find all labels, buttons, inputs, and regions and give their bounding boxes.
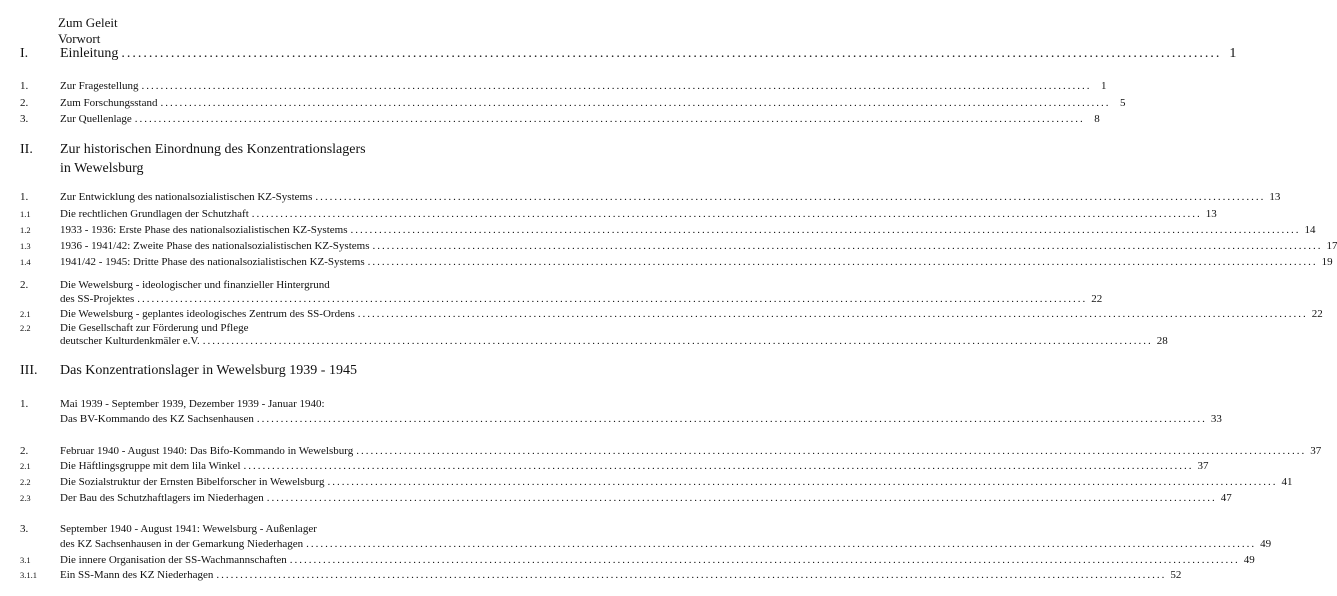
toc-number: 2.1 [20, 461, 31, 471]
toc-page-number: 33 [1210, 413, 1222, 425]
toc-page-number: 1 [1101, 80, 1107, 92]
toc-number: 1. [20, 398, 29, 410]
toc-number: 2.1 [20, 309, 31, 319]
toc-body [60, 335, 1168, 348]
toc-page-number: 13 [1269, 191, 1281, 203]
toc-title: Zum Forschungsstand [60, 97, 158, 109]
toc-page-number: 22 [1091, 293, 1103, 305]
toc-number: 2. [20, 445, 29, 457]
toc-title: Die Sozialstruktur der Ernsten Bibelforscher in Wewelsburg [60, 476, 325, 488]
toc-body [60, 569, 1182, 582]
toc-number: 3.1.1 [20, 570, 37, 580]
toc-page-number: 41 [1281, 476, 1293, 488]
toc-page-number: 19 [1321, 256, 1333, 268]
toc-leader-dots: ........................................................................................................................................................................................................ [306, 538, 1257, 550]
toc-leader-dots: ........................................................................................................................................................................................................ [216, 569, 1167, 581]
toc-leader-dots: ........................................................................................................................................................................................................ [367, 256, 1318, 268]
toc-number: 2. [20, 279, 29, 291]
front-matter-vorwort: Vorwort [58, 31, 101, 46]
toc-title: Die Wewelsburg - ideologischer und finanzieller Hintergrund [60, 279, 330, 291]
toc-page-number: 8 [1094, 113, 1100, 125]
toc-number: 1.4 [20, 257, 31, 267]
toc-number: 2.2 [20, 323, 31, 333]
toc-title: Die Wewelsburg - geplantes ideologisches Zentrum des SS-Ordens [60, 308, 355, 320]
toc-number: 3. [20, 113, 29, 125]
toc-body [60, 97, 1126, 110]
toc-body [60, 460, 1209, 473]
toc-title: in Wewelsburg [60, 161, 144, 176]
toc-page-number: 14 [1304, 224, 1316, 236]
toc-page-number: 5 [1119, 97, 1126, 109]
toc-number: 1.3 [20, 241, 31, 251]
toc-body [60, 293, 1103, 306]
toc-page-number: 47 [1220, 492, 1232, 504]
toc-body [60, 492, 1232, 505]
toc-title: Zur Fragestellung [60, 80, 139, 92]
toc-leader-dots: ........................................................................................................................................................................................................ [202, 335, 1153, 347]
toc-title: Die innere Organisation der SS-Wachmannschaften [60, 554, 287, 566]
toc-title: Das Konzentrationslager in Wewelsburg 1939 - 1945 [60, 363, 357, 378]
toc-body [60, 554, 1255, 567]
toc-leader-dots: ........................................................................................................................................................................................................ [243, 460, 1194, 472]
toc-title: Zur Entwicklung des nationalsozialistischen KZ-Systems [60, 191, 313, 203]
toc-title: Februar 1940 - August 1940: Das Bifo-Kommando in Wewelsburg [60, 445, 354, 457]
toc-number: III. [20, 363, 38, 378]
toc-leader-dots: ........................................................................................................................................................................................................ [289, 554, 1240, 566]
toc-leader-dots: ........................................................................................................................................................................................................ [134, 113, 1085, 125]
toc-leader-dots: ........................................................................................................................................................................................................ [121, 46, 1222, 61]
toc-title: Das BV-Kommando des KZ Sachsenhausen [60, 413, 254, 425]
toc-body [60, 224, 1316, 237]
toc-number: 1.2 [20, 225, 31, 235]
toc-body [60, 523, 439, 536]
toc-title: 1936 - 1941/42: Zweite Phase des nationalsozialistischen KZ-Systems [60, 240, 370, 252]
toc-leader-dots: ........................................................................................................................................................................................................ [327, 476, 1278, 488]
toc-title: des KZ Sachsenhausen in der Gemarkung Niederhagen [60, 538, 304, 550]
front-matter-geleit: Zum Geleit [58, 15, 118, 30]
toc-body [60, 141, 439, 158]
toc-body [60, 113, 1100, 126]
toc-title: des SS-Projektes [60, 293, 135, 305]
toc-leader-dots: ........................................................................................................................................................................................................ [350, 224, 1301, 236]
toc-number: 2.3 [20, 493, 31, 503]
toc-body [60, 160, 439, 177]
toc-title: Ein SS-Mann des KZ Niederhagen [60, 569, 214, 581]
toc-title: Mai 1939 - September 1939, Dezember 1939 - Januar 1940: [60, 398, 325, 410]
toc-leader-dots: ........................................................................................................................................................................................................ [256, 413, 1207, 425]
toc-number: 1. [20, 191, 29, 203]
toc-body [60, 240, 1337, 253]
toc-page-number: 37 [1197, 460, 1209, 472]
toc-leader-dots: ........................................................................................................................................................................................................ [141, 80, 1092, 92]
toc-title: Die Häftlingsgruppe mit dem lila Winkel [60, 460, 241, 472]
toc-number: 3.1 [20, 555, 31, 565]
toc-title: 1941/42 - 1945: Dritte Phase des nationalsozialistischen KZ-Systems [60, 256, 365, 268]
toc-leader-dots: ........................................................................................................................................................................................................ [251, 208, 1202, 220]
toc-body [60, 445, 1322, 458]
toc-title: Die rechtlichen Grundlagen der Schutzhaft [60, 208, 249, 220]
toc-title: Zur historischen Einordnung des Konzentrationslagers [60, 142, 366, 157]
toc-leader-dots: ........................................................................................................................................................................................................ [356, 445, 1307, 457]
toc-number: 1. [20, 80, 29, 92]
toc-leader-dots: ........................................................................................................................................................................................................ [137, 293, 1088, 305]
toc-body [60, 362, 439, 379]
toc-leader-dots: ........................................................................................................................................................................................................ [266, 492, 1217, 504]
toc-body [60, 256, 1333, 269]
toc-body [60, 413, 1222, 426]
toc-page-number: 37 [1310, 445, 1322, 457]
toc-number: 2.2 [20, 477, 31, 487]
toc-leader-dots: ........................................................................................................................................................................................................ [315, 191, 1266, 203]
toc-body [60, 45, 1237, 62]
toc-page-number: 22 [1311, 308, 1323, 320]
toc-body [60, 538, 1272, 551]
toc-page-number: 49 [1243, 554, 1255, 566]
toc-title: Die Gesellschaft zur Förderung und Pflege [60, 322, 249, 334]
toc-body [60, 80, 1107, 93]
toc-number: I. [20, 46, 29, 61]
toc-page-number: 13 [1205, 208, 1217, 220]
toc-body [60, 308, 1323, 321]
toc-page-number: 28 [1156, 335, 1168, 347]
toc-number: 3. [20, 523, 29, 535]
toc-title: Einleitung [60, 46, 119, 61]
toc-number: 1.1 [20, 209, 31, 219]
toc-leader-dots: ........................................................................................................................................................................................................ [372, 240, 1323, 252]
toc-title: deutscher Kulturdenkmäler e.V. [60, 335, 200, 347]
toc-leader-dots: ........................................................................................................................................................................................................ [160, 97, 1111, 109]
toc-title: Zur Quellenlage [60, 113, 132, 125]
toc-body [60, 476, 1293, 489]
toc-title: 1933 - 1936: Erste Phase des nationalsozialistischen KZ-Systems [60, 224, 348, 236]
toc-title: Der Bau des Schutzhaftlagers im Niederhagen [60, 492, 264, 504]
toc-body [60, 279, 439, 292]
toc-body [60, 191, 1281, 204]
toc-body [60, 398, 439, 411]
toc-number: II. [20, 142, 33, 157]
toc-body [60, 322, 439, 335]
toc-page-number: 1 [1229, 46, 1237, 61]
toc-leader-dots: ........................................................................................................................................................................................................ [357, 308, 1308, 320]
toc-number: 2. [20, 97, 29, 109]
toc-page-number: 17 [1326, 240, 1337, 252]
toc-page-number: 49 [1260, 538, 1272, 550]
toc-page-number: 52 [1170, 569, 1182, 581]
toc-title: September 1940 - August 1941: Wewelsburg - Außenlager [60, 523, 317, 535]
toc-body [60, 208, 1217, 221]
